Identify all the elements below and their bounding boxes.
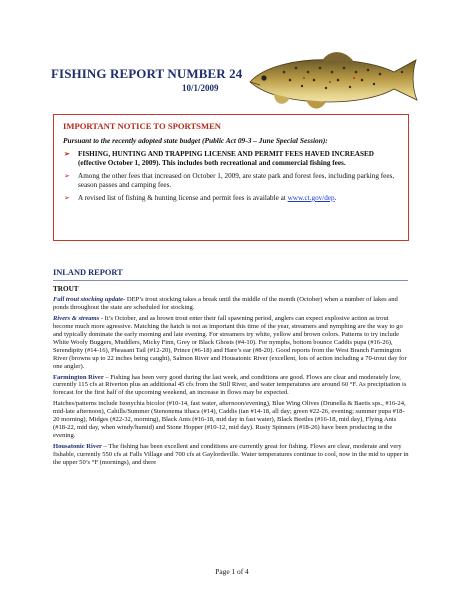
notice-intro: Pursuant to the recently adopted state budget (Public Act 09-3 – June Special Session):: [63, 136, 328, 145]
notice-bullet-text: A revised list of fishing & hunting license and permit fees is available at: [78, 194, 288, 202]
brown-trout-image: [244, 42, 422, 118]
notice-bullet-parks: [62, 172, 400, 190]
important-notice-box: [53, 114, 409, 241]
page-number: Page 1 of 4: [215, 567, 249, 576]
hatches-paragraph: Hatches/patterns include Isonychia bicolor (#10-14, fast water, afternoon/evening), Blue Wing Olives (Drunella & Baetis sps., #16-24, mid-late afternoon), Cahills/Summer (Stenonema ithaca (#14), Caddis (tan #14-18, all day; green #22-26, evening; summer pupa #18-20 morning), Midges (#22-32, morning), Black Ants (#16-18, mid day in fast water), Black Beetles (#16-18, mid day), Flying Ants (#18-22, mid day, when windy/humid) and Stone Hopper (#10-12, mid day). Rusty Spinners (#18-26) have been producing in the evening.: [53, 400, 406, 440]
farmington-paragraph: Farmington River – Fishing has been very good during the last week, and conditions are good. Flows are clear and moderately low, currently 115 cfs at Riverton plus an additional 45 cfs from the Still River, and water temperatures are around 60 °F. As precipitation is forecast for the first half of the upcoming weekend, an increase in flows may be expected.: [53, 373, 407, 397]
housatonic-paragraph: Housatonic River – The fishing has been excellent and conditions are currently great for fishing. Flows are clear, moderate and very fishable, currently 550 cfs at Falls Village and 700 cfs at Gaylordsville. Water temperatures continue to cool, now in the mid to upper in the upper 50’s °F (mornings), and there: [53, 443, 409, 467]
trout-subheading: TROUT: [53, 285, 79, 293]
dep-website-link[interactable]: www.ct.gov/dep: [287, 194, 335, 202]
report-date: 10/1/2009: [182, 83, 219, 93]
notice-title: IMPORTANT NOTICE TO SPORTSMEN: [63, 121, 222, 131]
notice-bullet-list: ➢ A revised list of fishing & hunting license and permit fees is available at www.ct.gov/dep.: [64, 194, 337, 202]
arrow-bullet-icon: ➢: [64, 194, 70, 202]
rivers-paragraph: Rivers & streams - It’s October, and as brown trout enter their fall spawning period, anglers can expect explosive action as trout become much more agressive. Matching the hatch is not as important this time of the year, streamers and nymphing are the way to go and typically dominate the early morning and late evening. For streamers try white, yellow and brown colors. Patterns to try include White Wooly Buggers, Muddlers, Micky Finn, Grey or Black Ghosts (#4-10). For nymphs, bottom bounce Caddis pupa (#16-26), Serendipity (#14-16), Pheasant Tail (#12-20), Prince (#6-18) and Hare’s ear (#8-20). Good reports from the West Branch Farmington River (browns up to 22 inches being caught), Salmon River and Housatonic River (excellent, lots of action including a 70-trout day for one angler).: [53, 314, 407, 370]
inland-report-heading: INLAND REPORT: [53, 268, 123, 277]
notice-bullet-text: FISHING, HUNTING AND TRAPPING LICENSE AND PERMIT FEES HAVED INCREASED (effective October 1, 2009). This includes both recreational and commercial fishing fees.: [78, 150, 374, 167]
arrow-bullet-icon: ➢: [64, 150, 70, 158]
section-divider: [53, 280, 408, 281]
notice-bullet-text: Among the other fees that increased on October 1, 2009, are state park and forest fees, including parking fees, season passes and camping fees.: [78, 172, 395, 189]
stocking-paragraph: Fall trout stocking update- DEP’s trout stocking takes a break until the middle of the month (October) when a number of lakes and ponds throughout the state are scheduled for stocking.: [53, 295, 398, 311]
arrow-bullet-icon: ➢: [64, 172, 70, 180]
report-title: FISHING REPORT NUMBER 24: [51, 66, 243, 81]
inland-report-body: [53, 286, 409, 470]
notice-bullet-fees: [62, 150, 400, 168]
